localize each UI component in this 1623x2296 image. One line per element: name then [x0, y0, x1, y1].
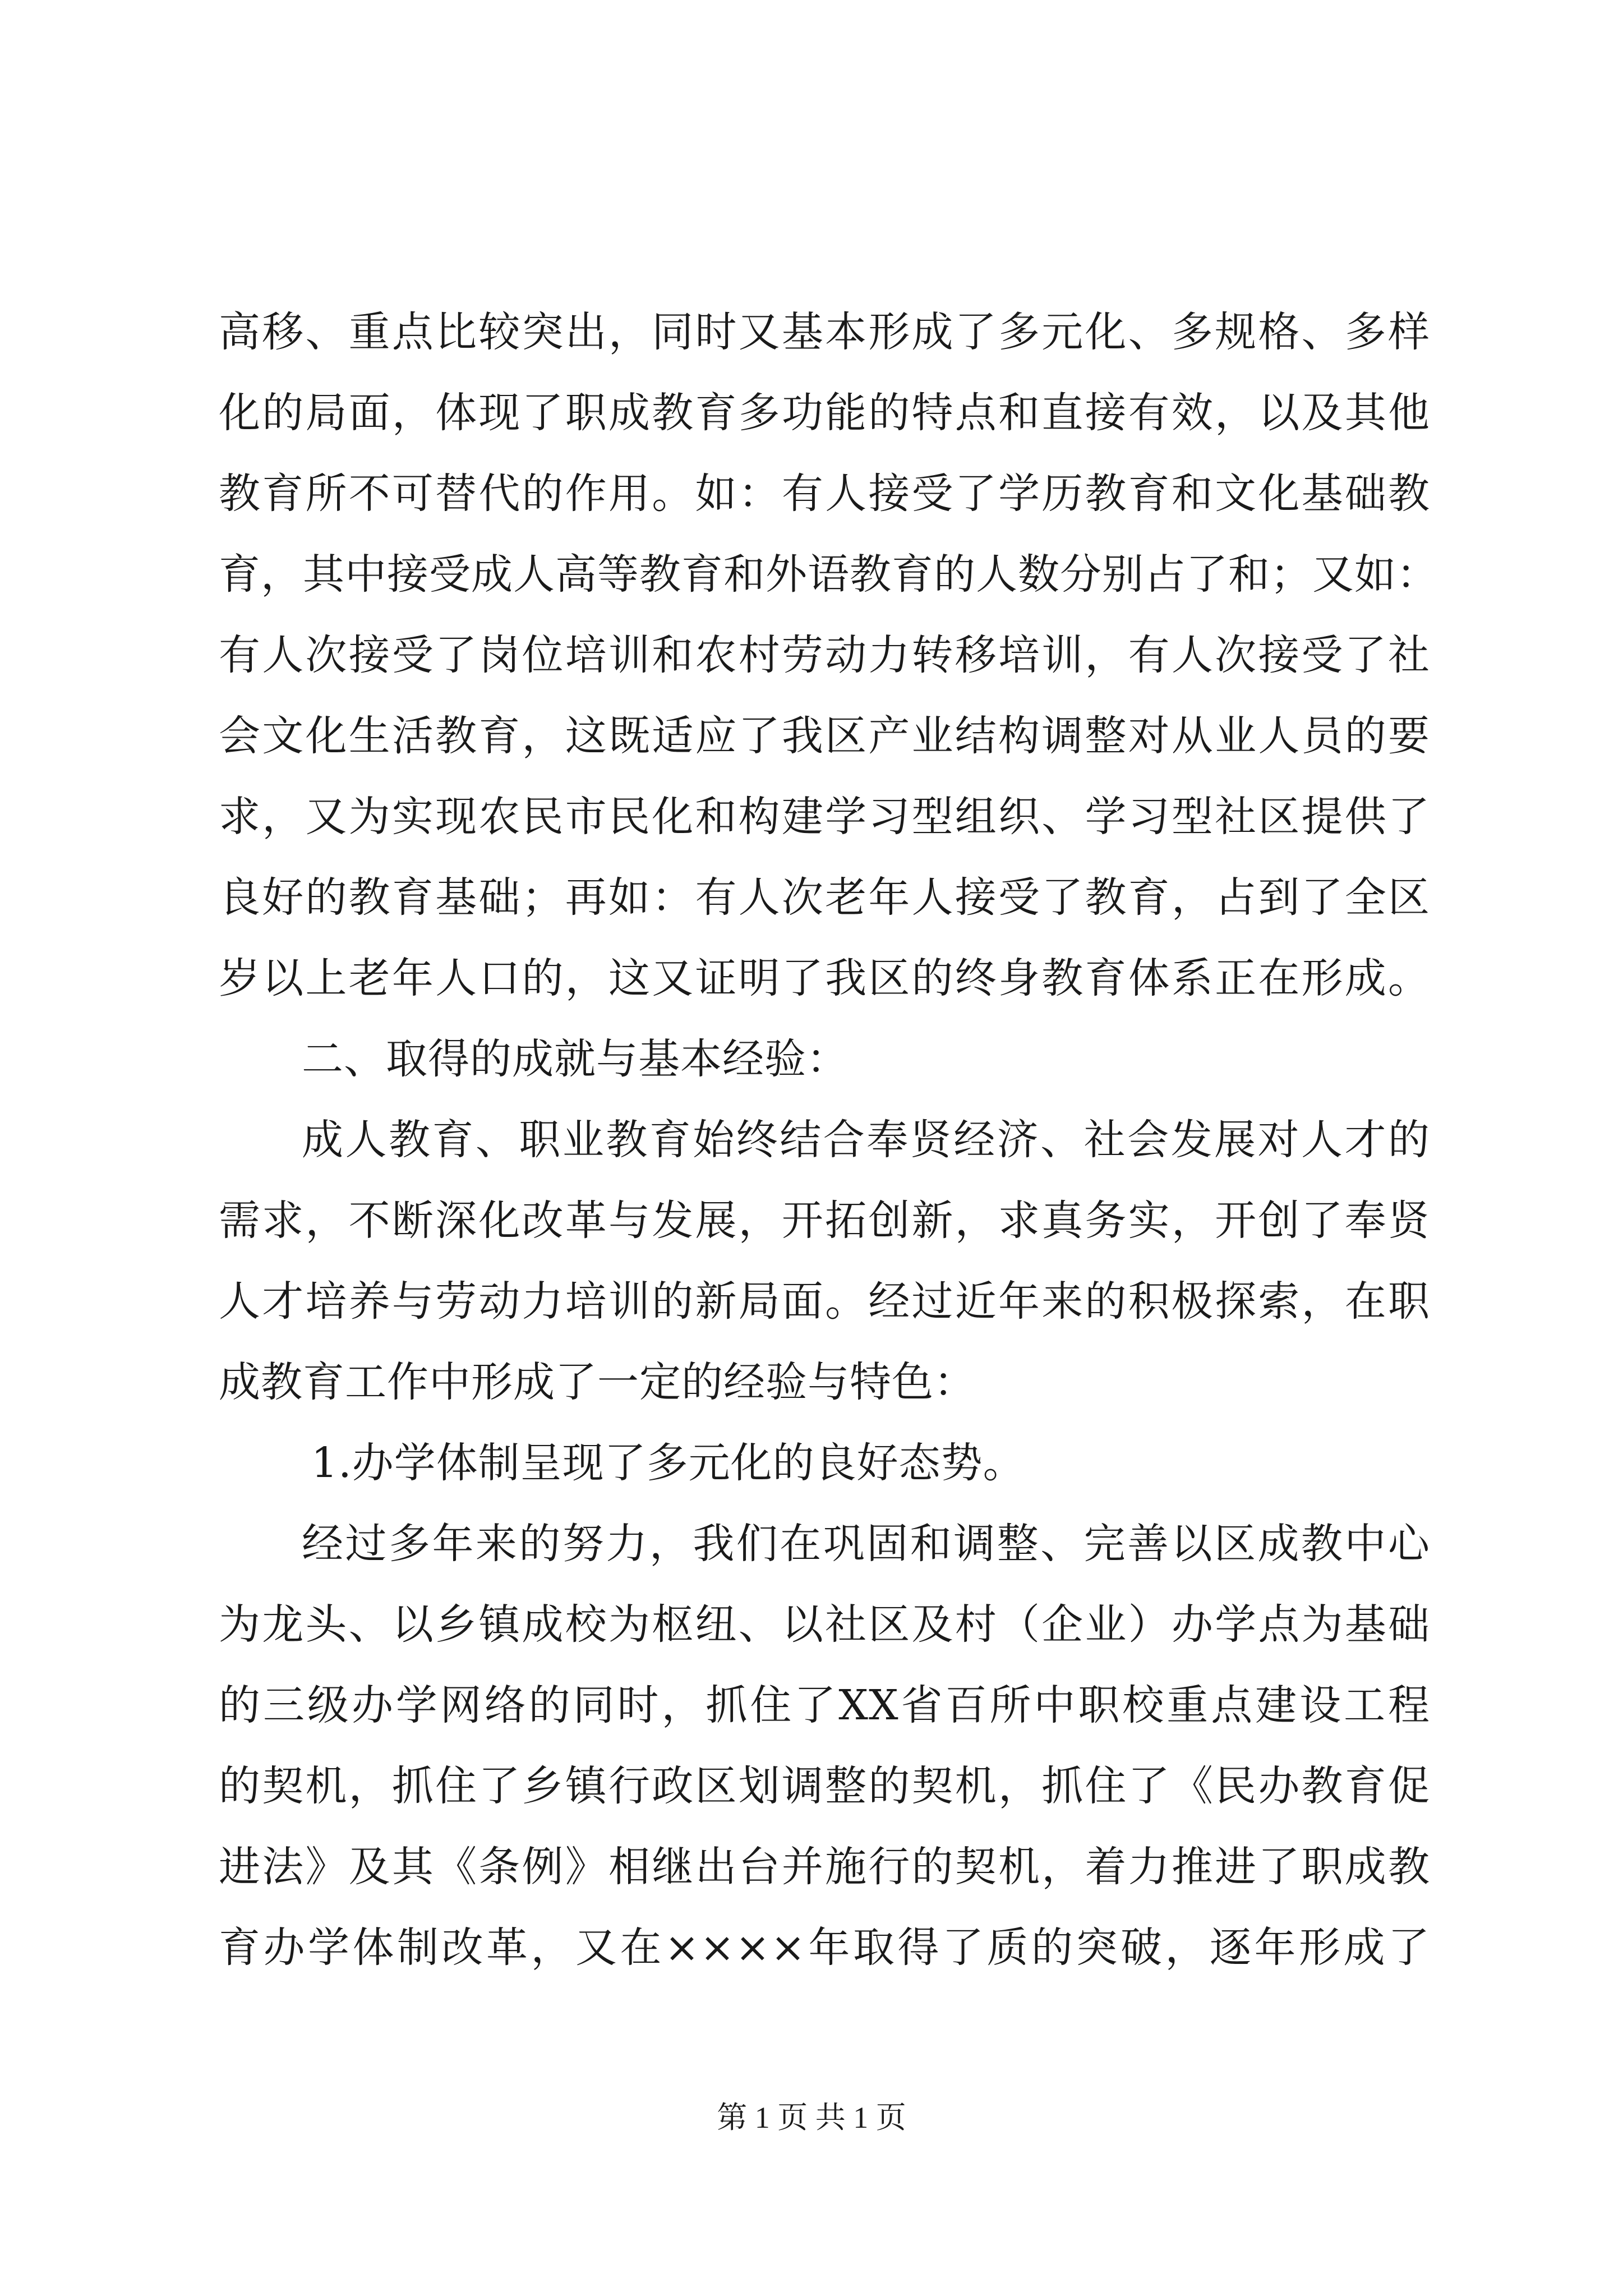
paragraph-line: 岁以上老年人口的，这又证明了我区的终身教育体系正在形成。 [219, 954, 1430, 1002]
paragraph-line: 经过多年来的努力，我们在巩固和调整、完善以区成教中心 [302, 1520, 1430, 1568]
paragraph-line: 育办学体制改革，又在××××年取得了质的突破，逐年形成了 [219, 1924, 1430, 1972]
paragraph-line: 化的局面，体现了职成教育多功能的特点和直接有效，以及其他 [219, 389, 1430, 437]
paragraph-line: 为龙头、以乡镇成校为枢纽、以社区及村（企业）办学点为基础 [219, 1600, 1430, 1649]
document-body [219, 292, 1438, 1988]
paragraph-line: 成教育工作中形成了一定的经验与特色： [219, 1358, 976, 1406]
paragraph-line: 良好的教育基础；再如：有人次老年人接受了教育，占到了全区 [219, 873, 1430, 922]
paragraph-line: 教育所不可替代的作用。如：有人接受了学历教育和文化基础教 [219, 470, 1430, 518]
paragraph-line: 进法》及其《条例》相继出台并施行的契机，着力推进了职成教 [219, 1843, 1430, 1891]
paragraph-line: 成人教育、职业教育始终结合奉贤经济、社会发展对人才的 [302, 1116, 1430, 1164]
paragraph-line: 人才培养与劳动力培训的新局面。经过近年来的积极探索，在职 [219, 1277, 1430, 1326]
paragraph-line: 育，其中接受成人高等教育和外语教育的人数分别占了和；又如： [219, 550, 1438, 599]
paragraph-line: 的三级办学网络的同时，抓住了XX省百所中职校重点建设工程 [219, 1681, 1430, 1729]
subsection-heading: 1.办学体制呈现了多元化的良好态势。 [311, 1439, 1025, 1487]
section-heading: 二、取得的成就与基本经验： [302, 1035, 849, 1083]
page-number-footer: 第 1 页 共 1 页 [717, 2101, 906, 2134]
paragraph-line: 高移、重点比较突出，同时又基本形成了多元化、多规格、多样 [219, 308, 1430, 356]
paragraph-line: 求，又为实现农民市民化和构建学习型组织、学习型社区提供了 [219, 793, 1430, 841]
paragraph-line: 会文化生活教育，这既适应了我区产业结构调整对从业人员的要 [219, 712, 1430, 760]
paragraph-line: 需求，不断深化改革与发展，开拓创新，求真务实，开创了奉贤 [219, 1197, 1430, 1245]
paragraph-line: 有人次接受了岗位培训和农村劳动力转移培训，有人次接受了社 [219, 631, 1430, 679]
paragraph-line: 的契机，抓住了乡镇行政区划调整的契机，抓住了《民办教育促 [219, 1762, 1430, 1810]
